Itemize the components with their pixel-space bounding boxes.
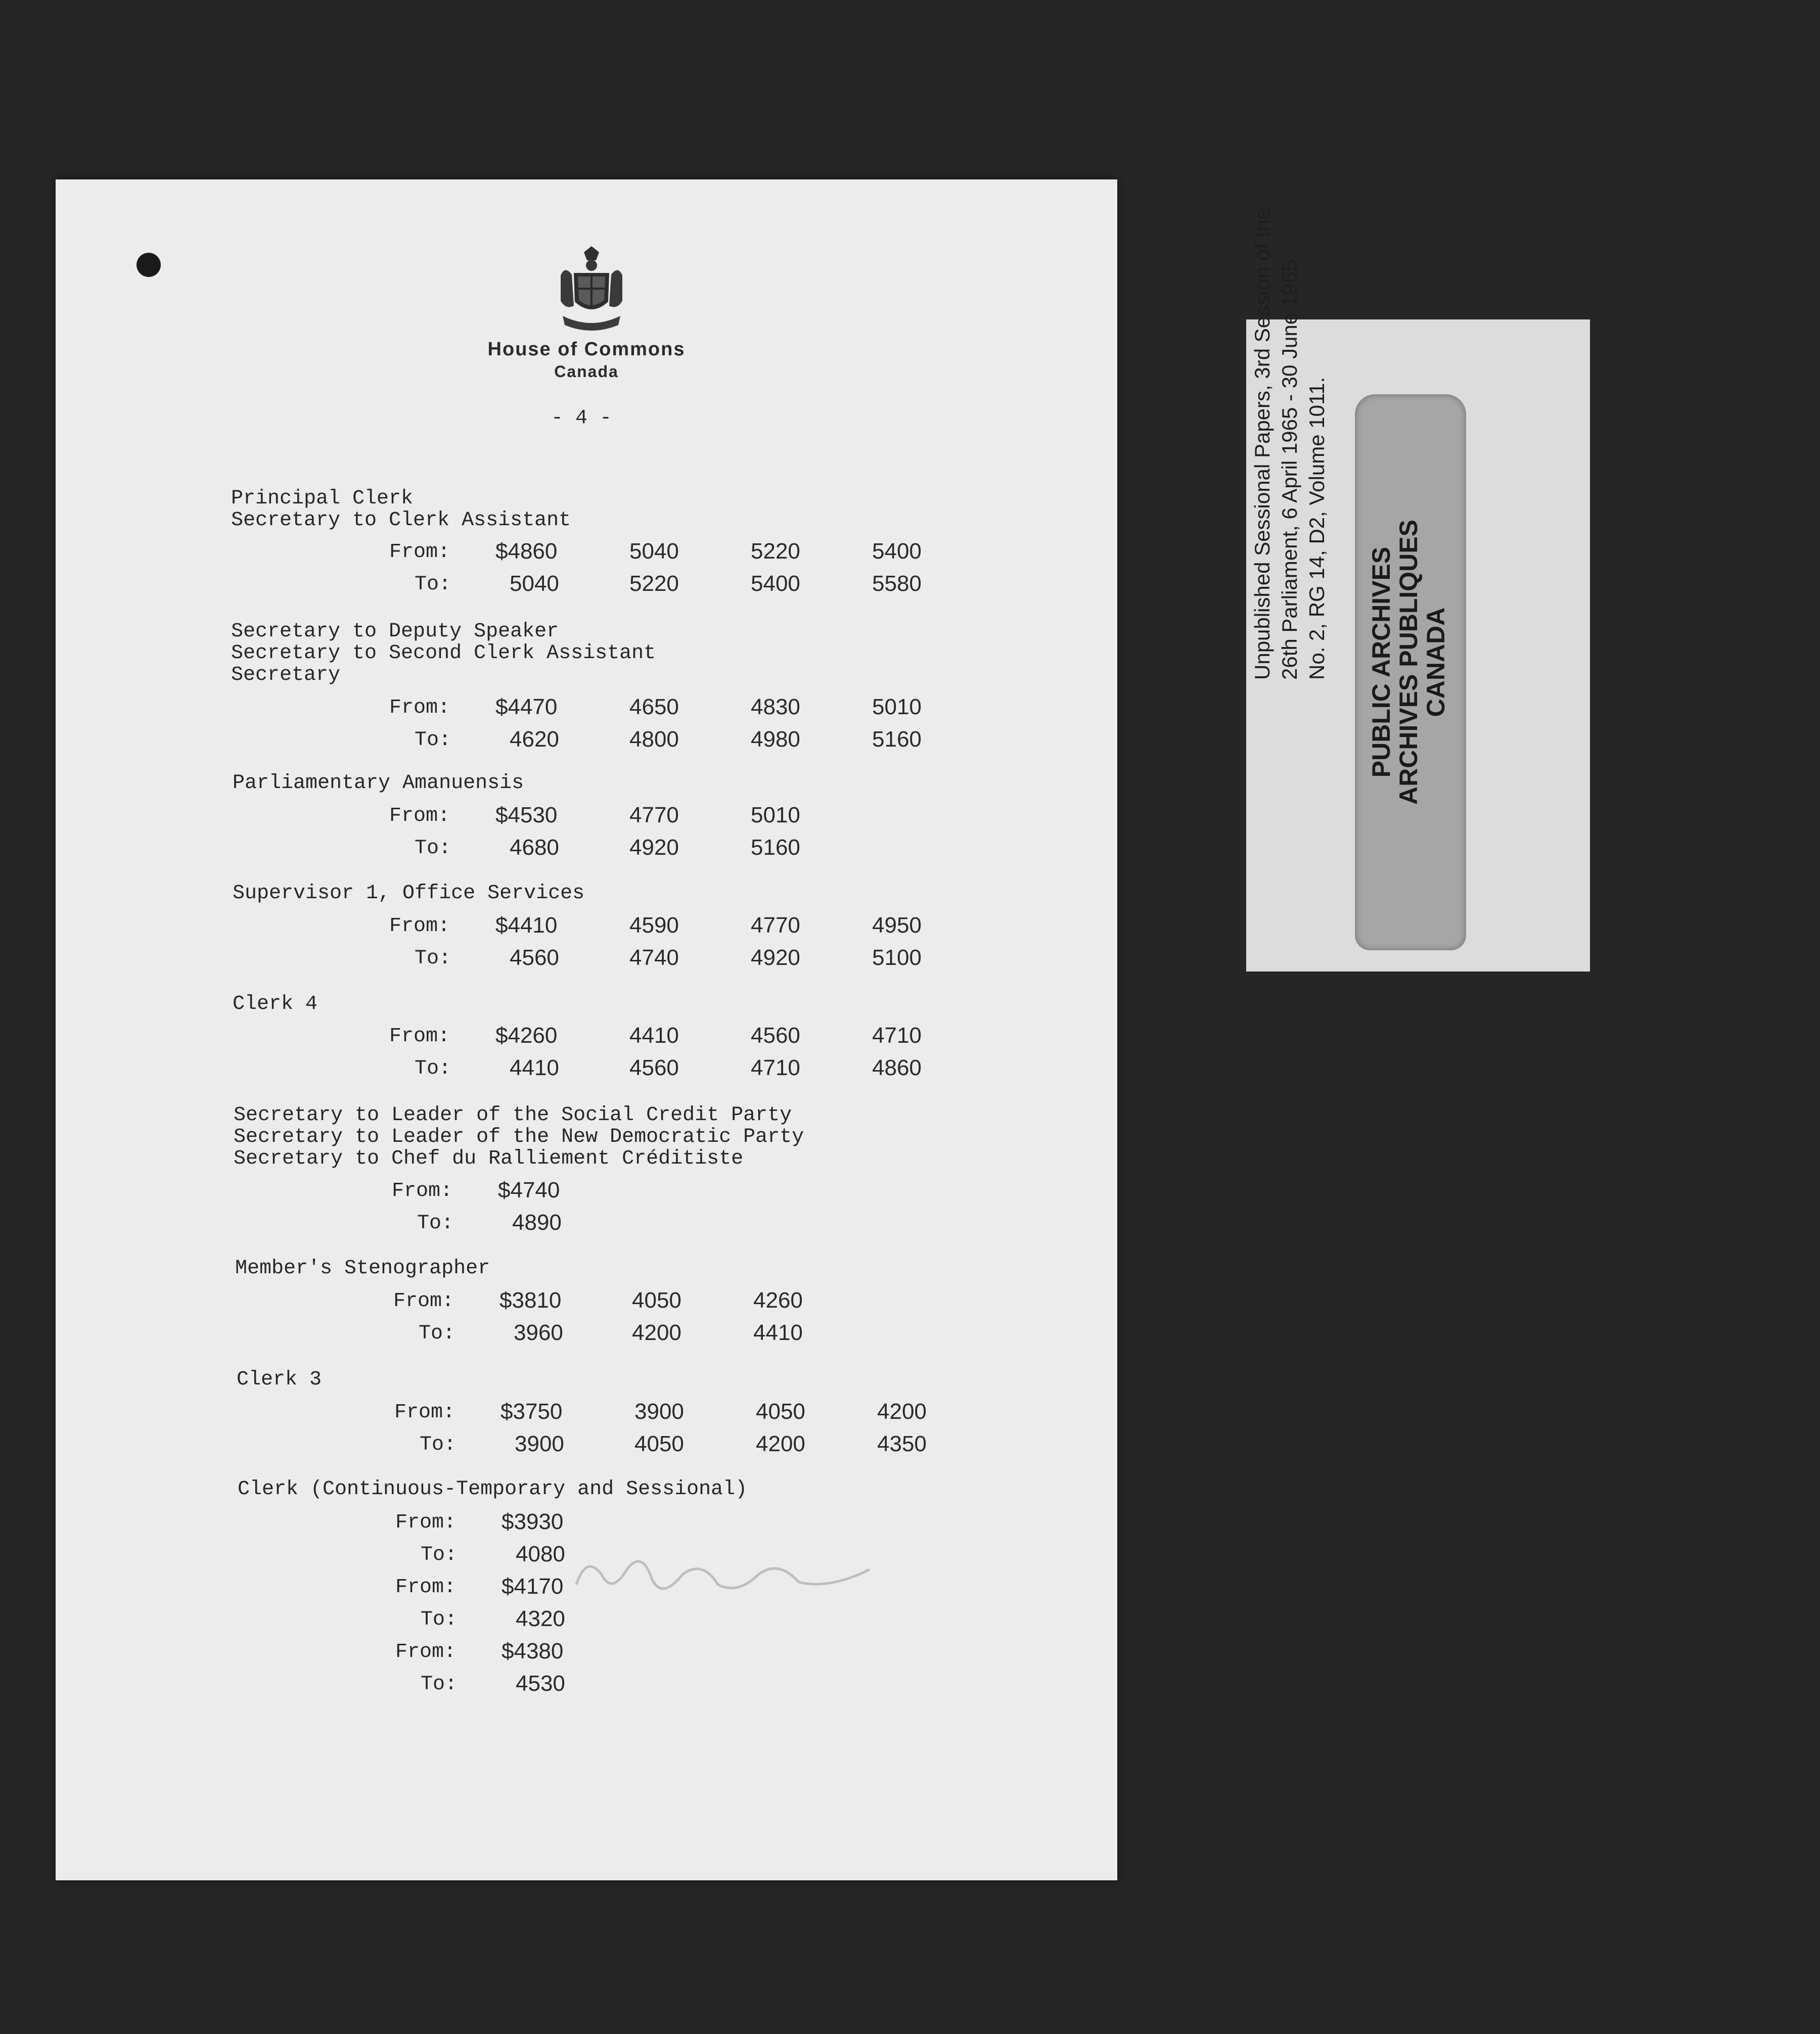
position-title: Principal Clerk bbox=[231, 487, 414, 510]
archive-reference bbox=[1249, 124, 1380, 680]
salary-value: 4410 bbox=[629, 1023, 679, 1048]
to-label: To: bbox=[419, 1322, 456, 1345]
position-title: Parliamentary Amanuensis bbox=[233, 772, 524, 795]
from-label: From: bbox=[395, 1511, 457, 1534]
to-label: To: bbox=[415, 837, 451, 860]
to-label: To: bbox=[417, 1212, 454, 1235]
salary-value: 4710 bbox=[751, 1055, 800, 1080]
position-title: Secretary to Leader of the Social Credit Party bbox=[234, 1104, 792, 1127]
salary-value: 5160 bbox=[872, 727, 922, 752]
archive-reference-line: 26th Parliament, 6 April 1965 - 30 June 1965. bbox=[1277, 254, 1301, 680]
from-label: From: bbox=[395, 1641, 457, 1663]
faint-signature bbox=[566, 1539, 880, 1615]
salary-value: 5580 bbox=[872, 571, 922, 596]
salary-value: 4200 bbox=[756, 1431, 805, 1456]
salary-value: $4470 bbox=[495, 695, 558, 719]
salary-value: $4380 bbox=[502, 1639, 564, 1663]
salary-value: 4980 bbox=[751, 727, 800, 752]
from-label: From: bbox=[395, 1576, 457, 1599]
salary-value: 4560 bbox=[629, 1055, 679, 1080]
to-label: To: bbox=[415, 573, 451, 596]
salary-value: 5220 bbox=[629, 571, 679, 596]
salary-value: $3810 bbox=[499, 1288, 562, 1313]
from-label: From: bbox=[393, 1290, 454, 1313]
position-title: Member's Stenographer bbox=[235, 1257, 490, 1280]
salary-value: 3960 bbox=[514, 1320, 563, 1345]
salary-value: $3750 bbox=[500, 1399, 563, 1424]
position-title: Secretary to Clerk Assistant bbox=[231, 509, 571, 532]
salary-value: 5160 bbox=[751, 835, 800, 860]
salary-value: 4770 bbox=[629, 803, 679, 827]
salary-value: 4920 bbox=[751, 945, 800, 970]
salary-value: 3900 bbox=[515, 1431, 564, 1456]
salary-value: $4260 bbox=[495, 1023, 558, 1048]
salary-value: $4860 bbox=[495, 539, 558, 564]
to-label: To: bbox=[415, 1057, 451, 1080]
salary-value: 4350 bbox=[877, 1431, 927, 1456]
salary-value: 4770 bbox=[751, 913, 800, 938]
from-label: From: bbox=[392, 1180, 453, 1203]
salary-value: 4620 bbox=[510, 727, 559, 752]
salary-value: 4860 bbox=[872, 1055, 922, 1080]
salary-value: 4530 bbox=[516, 1671, 565, 1696]
archive-stamp-text bbox=[1368, 505, 1459, 819]
salary-value: 4050 bbox=[634, 1431, 684, 1456]
salary-value: 5040 bbox=[510, 571, 559, 596]
from-label: From: bbox=[389, 805, 450, 827]
position-title: Secretary to Second Clerk Assistant bbox=[231, 642, 656, 665]
stamp-line: ARCHIVES PUBLIQUES bbox=[1394, 520, 1423, 805]
position-title: Clerk 4 bbox=[233, 993, 318, 1015]
from-label: From: bbox=[389, 541, 450, 564]
position-title: Secretary to Leader of the New Democratic Party bbox=[234, 1126, 804, 1148]
salary-value: 4650 bbox=[629, 695, 679, 719]
salary-value: 4740 bbox=[629, 945, 679, 970]
salary-value: 4260 bbox=[753, 1288, 803, 1313]
salary-value: 4560 bbox=[751, 1023, 800, 1048]
salary-value: 4830 bbox=[751, 695, 800, 719]
salary-value: 4800 bbox=[629, 727, 679, 752]
from-label: From: bbox=[389, 1025, 450, 1048]
position-title: Supervisor 1, Office Services bbox=[233, 882, 585, 905]
salary-value: $4410 bbox=[495, 913, 558, 938]
position-title: Secretary to Deputy Speaker bbox=[231, 620, 559, 643]
salary-value: 5400 bbox=[872, 539, 922, 564]
stamp-line: CANADA bbox=[1422, 607, 1450, 717]
salary-value: $4530 bbox=[495, 803, 558, 827]
salary-value: 4320 bbox=[516, 1606, 565, 1631]
salary-list bbox=[56, 179, 1117, 1880]
letterhead-title: House of Commons bbox=[487, 339, 686, 360]
archive-reference-line: Unpublished Sessional Papers, 3rd Session of the bbox=[1250, 208, 1274, 680]
salary-value: 5400 bbox=[751, 571, 800, 596]
to-label: To: bbox=[421, 1673, 458, 1696]
salary-value: 4920 bbox=[629, 835, 679, 860]
salary-value: 5010 bbox=[872, 695, 922, 719]
from-label: From: bbox=[389, 697, 450, 719]
salary-value: 4410 bbox=[510, 1055, 559, 1080]
salary-value: 4950 bbox=[872, 913, 922, 938]
stamp-line: PUBLIC ARCHIVES bbox=[1367, 546, 1395, 778]
salary-value: 4050 bbox=[632, 1288, 681, 1313]
to-label: To: bbox=[421, 1608, 458, 1631]
salary-value: 5100 bbox=[872, 945, 922, 970]
from-label: From: bbox=[394, 1401, 456, 1424]
salary-value: 4050 bbox=[756, 1399, 805, 1424]
archive-reference-line: No. 2, RG 14, D2, Volume 1011. bbox=[1304, 377, 1329, 680]
salary-value: 5040 bbox=[629, 539, 679, 564]
salary-value: 4560 bbox=[510, 945, 559, 970]
letterhead-subtitle: Canada bbox=[554, 362, 619, 381]
salary-value: 5220 bbox=[751, 539, 800, 564]
position-title: Secretary bbox=[231, 664, 341, 686]
to-label: To: bbox=[415, 729, 451, 752]
position-title: Clerk (Continuous-Temporary and Sessional) bbox=[238, 1478, 748, 1501]
salary-value: $4740 bbox=[498, 1178, 560, 1203]
salary-value: $4170 bbox=[502, 1574, 564, 1599]
from-label: From: bbox=[389, 915, 450, 938]
salary-value: 4710 bbox=[872, 1023, 922, 1048]
salary-value: 4590 bbox=[629, 913, 679, 938]
salary-value: 4200 bbox=[632, 1320, 681, 1345]
salary-value: 4890 bbox=[512, 1210, 562, 1235]
position-title: Clerk 3 bbox=[237, 1368, 322, 1391]
salary-value: 4410 bbox=[753, 1320, 803, 1345]
to-label: To: bbox=[415, 947, 451, 970]
to-label: To: bbox=[421, 1544, 458, 1566]
salary-value: 3900 bbox=[634, 1399, 684, 1424]
to-label: To: bbox=[420, 1434, 457, 1456]
page-number: - 4 - bbox=[551, 407, 612, 430]
position-title: Secretary to Chef du Ralliement Créditiste bbox=[234, 1147, 744, 1170]
salary-value: 4080 bbox=[516, 1542, 565, 1566]
salary-value: 5010 bbox=[751, 803, 800, 827]
salary-value: $3930 bbox=[502, 1509, 564, 1534]
document-page bbox=[56, 179, 1117, 1880]
salary-value: 4200 bbox=[877, 1399, 927, 1424]
salary-value: 4680 bbox=[510, 835, 559, 860]
